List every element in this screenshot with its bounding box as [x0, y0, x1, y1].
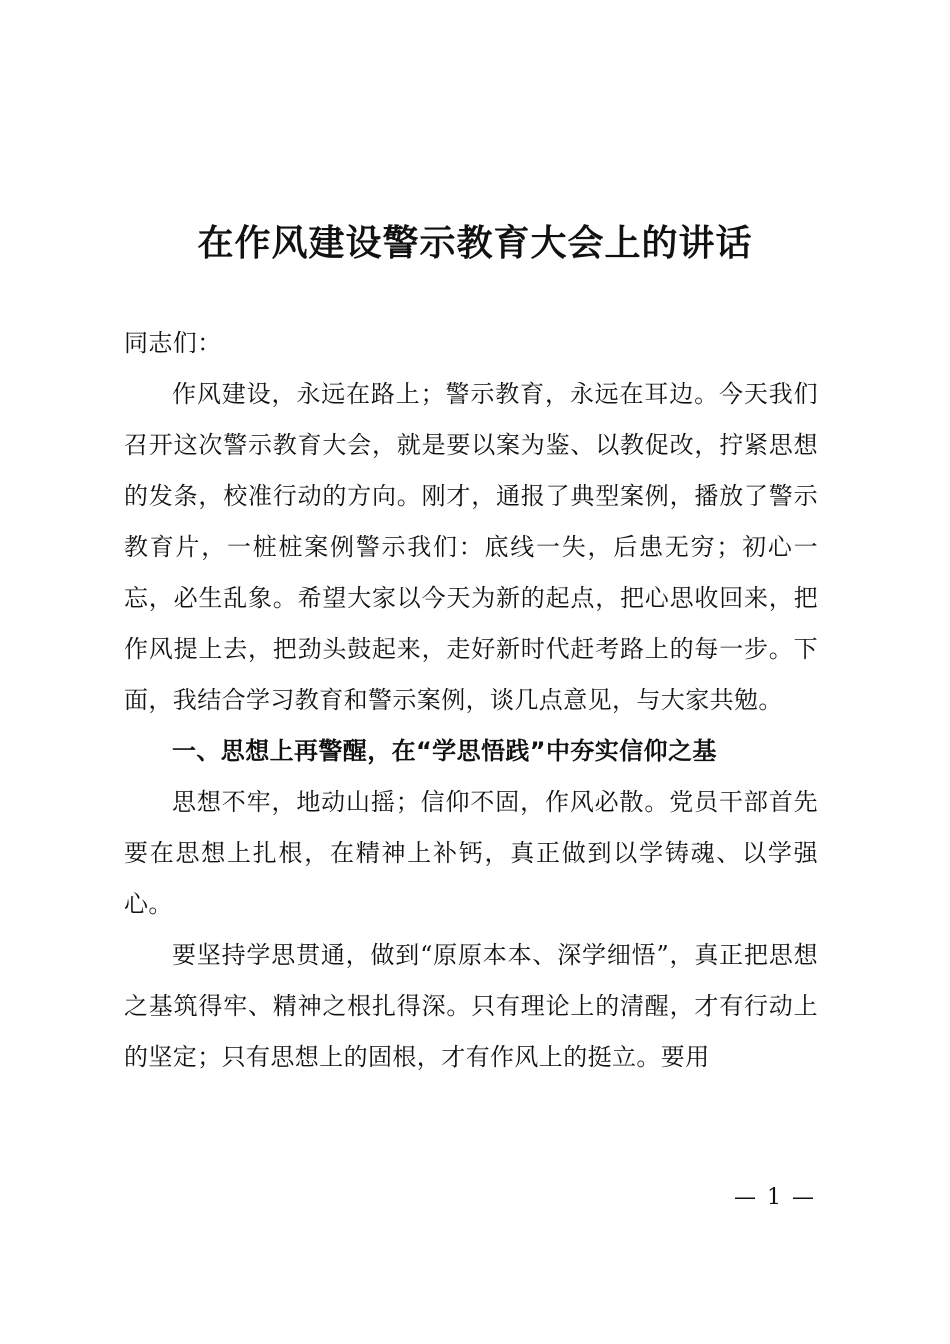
document-body: [124, 318, 818, 1083]
section-paragraph: 思想不牢，地动山摇；信仰不固，作风必散。党员干部首先要在思想上扎根，在精神上补钙，真正做到以学铸魂、以学强心。: [124, 788, 818, 918]
page-number: — 1 —: [734, 1185, 816, 1210]
section-heading: 一、思想上再警醒，在“学思悟践”中夯实信仰之基: [172, 737, 717, 765]
intro-paragraph: 作风建设，永远在路上；警示教育，永远在耳边。今天我们召开这次警示教育大会，就是要以案为鉴、以教促改，拧紧思想的发条，校准行动的方向。刚才，通报了典型案例，播放了警示教育片，一桩桩案例警示我们：底线一失，后患无穷；初心一忘，必生乱象。希望大家以今天为新的起点，把心思收回来，把作风提上去，把劲头鼓起来，走好新时代赶考路上的每一步。下面，我结合学习教育和警示案例，谈几点意见，与大家共勉。: [124, 380, 818, 714]
salutation: 同志们：: [124, 329, 222, 357]
section-paragraph: 要坚持学思贯通，做到“原原本本、深学细悟”，真正把思想之基筑得牢、精神之根扎得深。只有理论上的清醒，才有行动上的坚定；只有思想上的固根，才有作风上的挺立。要用: [124, 941, 818, 1071]
document-title: 在作风建设警示教育大会上的讲话: [197, 222, 753, 264]
